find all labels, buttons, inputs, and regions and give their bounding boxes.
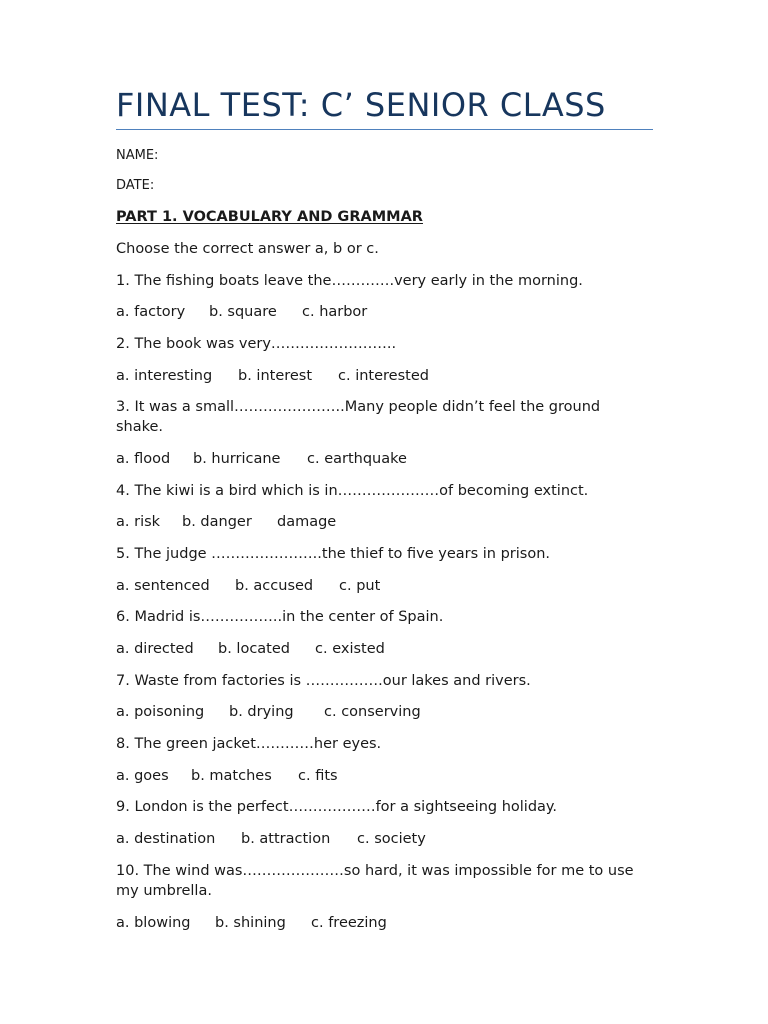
date-label: DATE: <box>116 178 155 193</box>
option-7c: c. conserving <box>324 704 421 720</box>
instruction-text: Choose the correct answer a, b or c. <box>116 241 379 257</box>
question-8: 8. The green jacket…………her eyes. <box>116 736 382 752</box>
question-7: 7. Waste from factories is …………….our lakes and rivers. <box>116 673 531 689</box>
option-8c: c. fits <box>298 768 338 784</box>
option-10b: b. shining <box>215 915 286 931</box>
options-9 <box>116 829 656 849</box>
option-7a: a. poisoning <box>116 704 205 720</box>
option-9c: c. society <box>357 831 426 847</box>
option-2b: b. interest <box>238 368 313 384</box>
option-9b: b. attraction <box>241 831 331 847</box>
option-5b: b. accused <box>235 578 314 594</box>
option-1c: c. harbor <box>302 304 368 320</box>
option-5c: c. put <box>339 578 381 594</box>
document-body <box>116 146 656 933</box>
title-underline-rule <box>116 129 653 130</box>
option-4a: a. risk <box>116 514 161 530</box>
part-heading: PART 1. VOCABULARY AND GRAMMAR <box>116 209 423 225</box>
option-6c: c. existed <box>315 641 385 657</box>
option-3b: b. hurricane <box>193 451 281 467</box>
options-7 <box>116 702 656 722</box>
option-1b: b. square <box>209 304 277 320</box>
option-2a: a. interesting <box>116 368 213 384</box>
option-10c: c. freezing <box>311 915 387 931</box>
question-5: 5. The judge …………………..the thief to five years in prison. <box>116 546 551 562</box>
option-2c: c. interested <box>338 368 429 384</box>
question-1: 1. The fishing boats leave the………….very early in the morning. <box>116 273 583 289</box>
options-6 <box>116 639 656 659</box>
option-7b: b. drying <box>229 704 294 720</box>
question-4: 4. The kiwi is a bird which is in…………………of becoming extinct. <box>116 483 589 499</box>
option-9a: a. destination <box>116 831 216 847</box>
document-title: FINAL TEST: C’ SENIOR CLASS <box>116 86 606 124</box>
option-1a: a. factory <box>116 304 186 320</box>
name-label: NAME: <box>116 148 159 163</box>
options-4 <box>116 512 656 532</box>
question-10: 10. The wind was…………………so hard, it was impossible for me to use my umbrella. <box>116 863 634 899</box>
options-5 <box>116 576 656 596</box>
option-10a: a. blowing <box>116 915 191 931</box>
option-3c: c. earthquake <box>307 451 407 467</box>
options-10 <box>116 913 656 933</box>
option-3a: a. flood <box>116 451 171 467</box>
option-6a: a. directed <box>116 641 194 657</box>
options-8 <box>116 766 656 786</box>
options-3 <box>116 449 656 469</box>
option-6b: b. located <box>218 641 290 657</box>
option-5a: a. sentenced <box>116 578 210 594</box>
option-4c: damage <box>277 514 337 530</box>
question-9: 9. London is the perfect………………for a sightseeing holiday. <box>116 799 558 815</box>
option-8a: a. goes <box>116 768 169 784</box>
question-2: 2. The book was very…………………….. <box>116 336 397 352</box>
question-list <box>116 271 656 933</box>
option-8b: b. matches <box>191 768 272 784</box>
options-2 <box>116 366 656 386</box>
question-3: 3. It was a small…………………..Many people didn’t feel the ground shake. <box>116 399 601 435</box>
options-1 <box>116 302 656 322</box>
question-6: 6. Madrid is……………..in the center of Spain. <box>116 609 444 625</box>
option-4b: b. danger <box>182 514 252 530</box>
